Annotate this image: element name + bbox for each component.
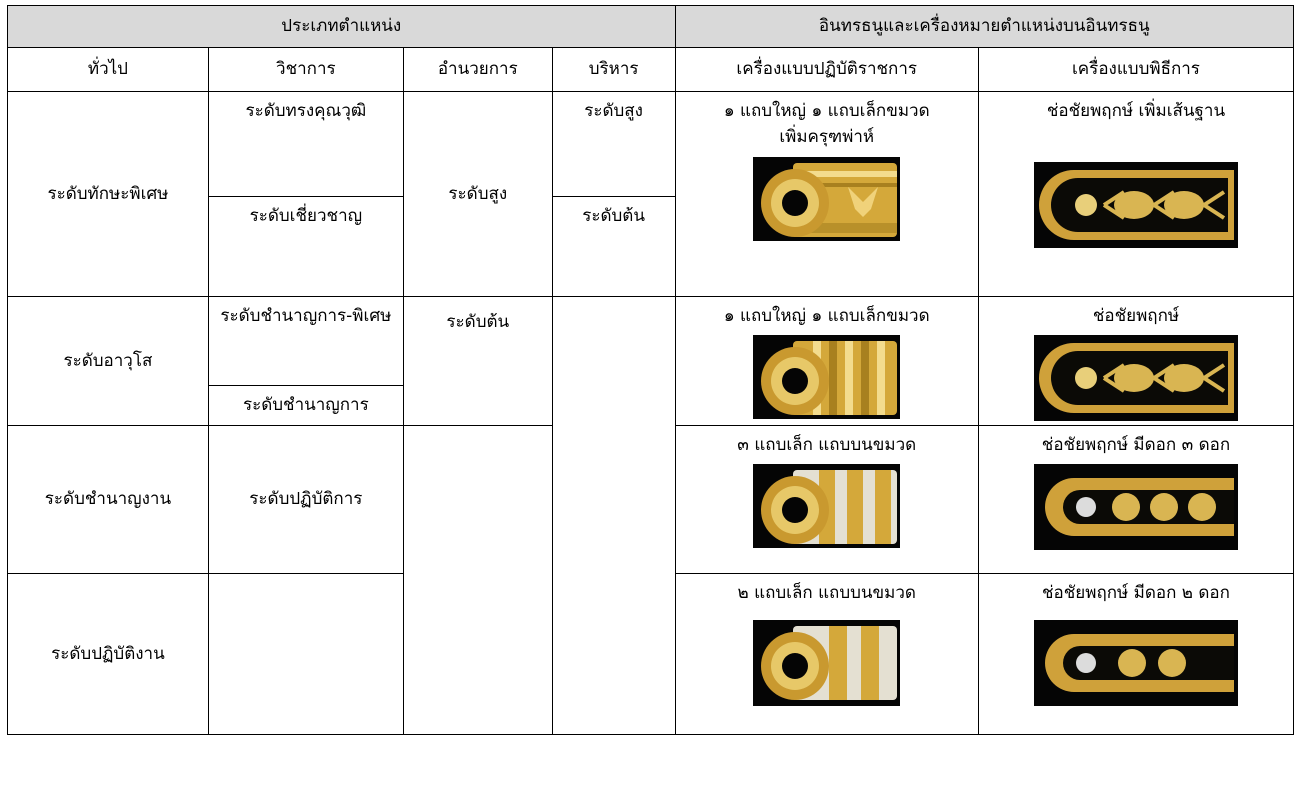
formal-caption: ช่อชัยพฤกษ์ — [1092, 306, 1180, 326]
column-header-duty-uniform: เครื่องแบบปฏิบัติราชการ — [675, 48, 978, 92]
cell-academic-empty — [208, 574, 403, 735]
cell-formal-insignia-1 — [978, 92, 1293, 297]
cell-general-operational: ระดับปฏิบัติงาน — [8, 574, 209, 735]
duty-caption: ๒ แถบเล็ก แถบบนขมวด — [737, 583, 916, 603]
column-header-executive: บริหาร — [552, 48, 675, 92]
column-header-general: ทั่วไป — [8, 48, 209, 92]
header-insignia: อินทรธนูและเครื่องหมายตำแหน่งบนอินทรธนู — [675, 6, 1293, 48]
cell-academic-professional: ระดับชำนาญการ — [208, 386, 403, 426]
duty-caption: ๓ แถบเล็ก แถบบนขมวด — [737, 435, 917, 455]
duty-caption: ๑ แถบใหญ่ ๑ แถบเล็กขมวด — [723, 101, 930, 121]
column-header-director: อำนวยการ — [403, 48, 552, 92]
shoulder-board-2-stripes-image — [753, 620, 900, 706]
column-header-formal-uniform: เครื่องแบบพิธีการ — [978, 48, 1293, 92]
embroidered-3-flowers-image — [1034, 464, 1238, 550]
formal-caption: ช่อชัยพฤกษ์ เพิ่มเส้นฐาน — [1046, 101, 1226, 121]
embroidered-chaiyaphruek-image — [1034, 162, 1238, 248]
shoulder-board-crest-image — [753, 157, 900, 241]
formal-caption: ช่อชัยพฤกษ์ มีดอก ๒ ดอก — [1041, 583, 1230, 603]
cell-general-special: ระดับทักษะพิเศษ — [8, 92, 209, 297]
cell-director-empty — [403, 426, 552, 735]
cell-director-high: ระดับสูง — [403, 92, 552, 297]
cell-director-initial: ระดับต้น — [403, 297, 552, 426]
cell-academic-practitioner: ระดับปฏิบัติการ — [208, 426, 403, 574]
duty-caption: เพิ่มครุฑพ่าห์ — [779, 127, 875, 148]
formal-caption: ช่อชัยพฤกษ์ มีดอก ๓ ดอก — [1041, 435, 1231, 455]
shoulder-board-3-stripes-image — [753, 464, 900, 548]
duty-caption: ๑ แถบใหญ่ ๑ แถบเล็กขมวด — [723, 306, 930, 326]
cell-general-senior: ระดับอาวุโส — [8, 297, 209, 426]
header-group-row — [8, 6, 1294, 48]
embroidered-2-flowers-image — [1034, 620, 1238, 706]
column-header-academic: วิชาการ — [208, 48, 403, 92]
embroidered-chaiyaphruek-image — [1034, 335, 1238, 421]
insignia-table — [7, 5, 1294, 735]
cell-executive-initial: ระดับต้น — [552, 197, 675, 297]
header-columns-row — [8, 48, 1294, 92]
cell-duty-insignia-2 — [675, 297, 978, 426]
cell-academic-expert-senior: ระดับทรงคุณวุฒิ — [208, 92, 403, 197]
table-row — [8, 92, 1294, 197]
cell-academic-expert: ระดับเชี่ยวชาญ — [208, 197, 403, 297]
cell-formal-insignia-2 — [978, 297, 1293, 426]
cell-formal-insignia-3 — [978, 426, 1293, 574]
header-position-type: ประเภทตำแหน่ง — [8, 6, 676, 48]
shoulder-board-stripes-image — [753, 335, 900, 419]
cell-duty-insignia-4 — [675, 574, 978, 735]
cell-duty-insignia-3 — [675, 426, 978, 574]
cell-general-skilled: ระดับชำนาญงาน — [8, 426, 209, 574]
cell-formal-insignia-4 — [978, 574, 1293, 735]
cell-executive-empty — [552, 297, 675, 735]
table-row — [8, 297, 1294, 386]
cell-executive-high: ระดับสูง — [552, 92, 675, 197]
cell-duty-insignia-1 — [675, 92, 978, 297]
cell-academic-professional-senior: ระดับชำนาญการ-พิเศษ — [208, 297, 403, 386]
